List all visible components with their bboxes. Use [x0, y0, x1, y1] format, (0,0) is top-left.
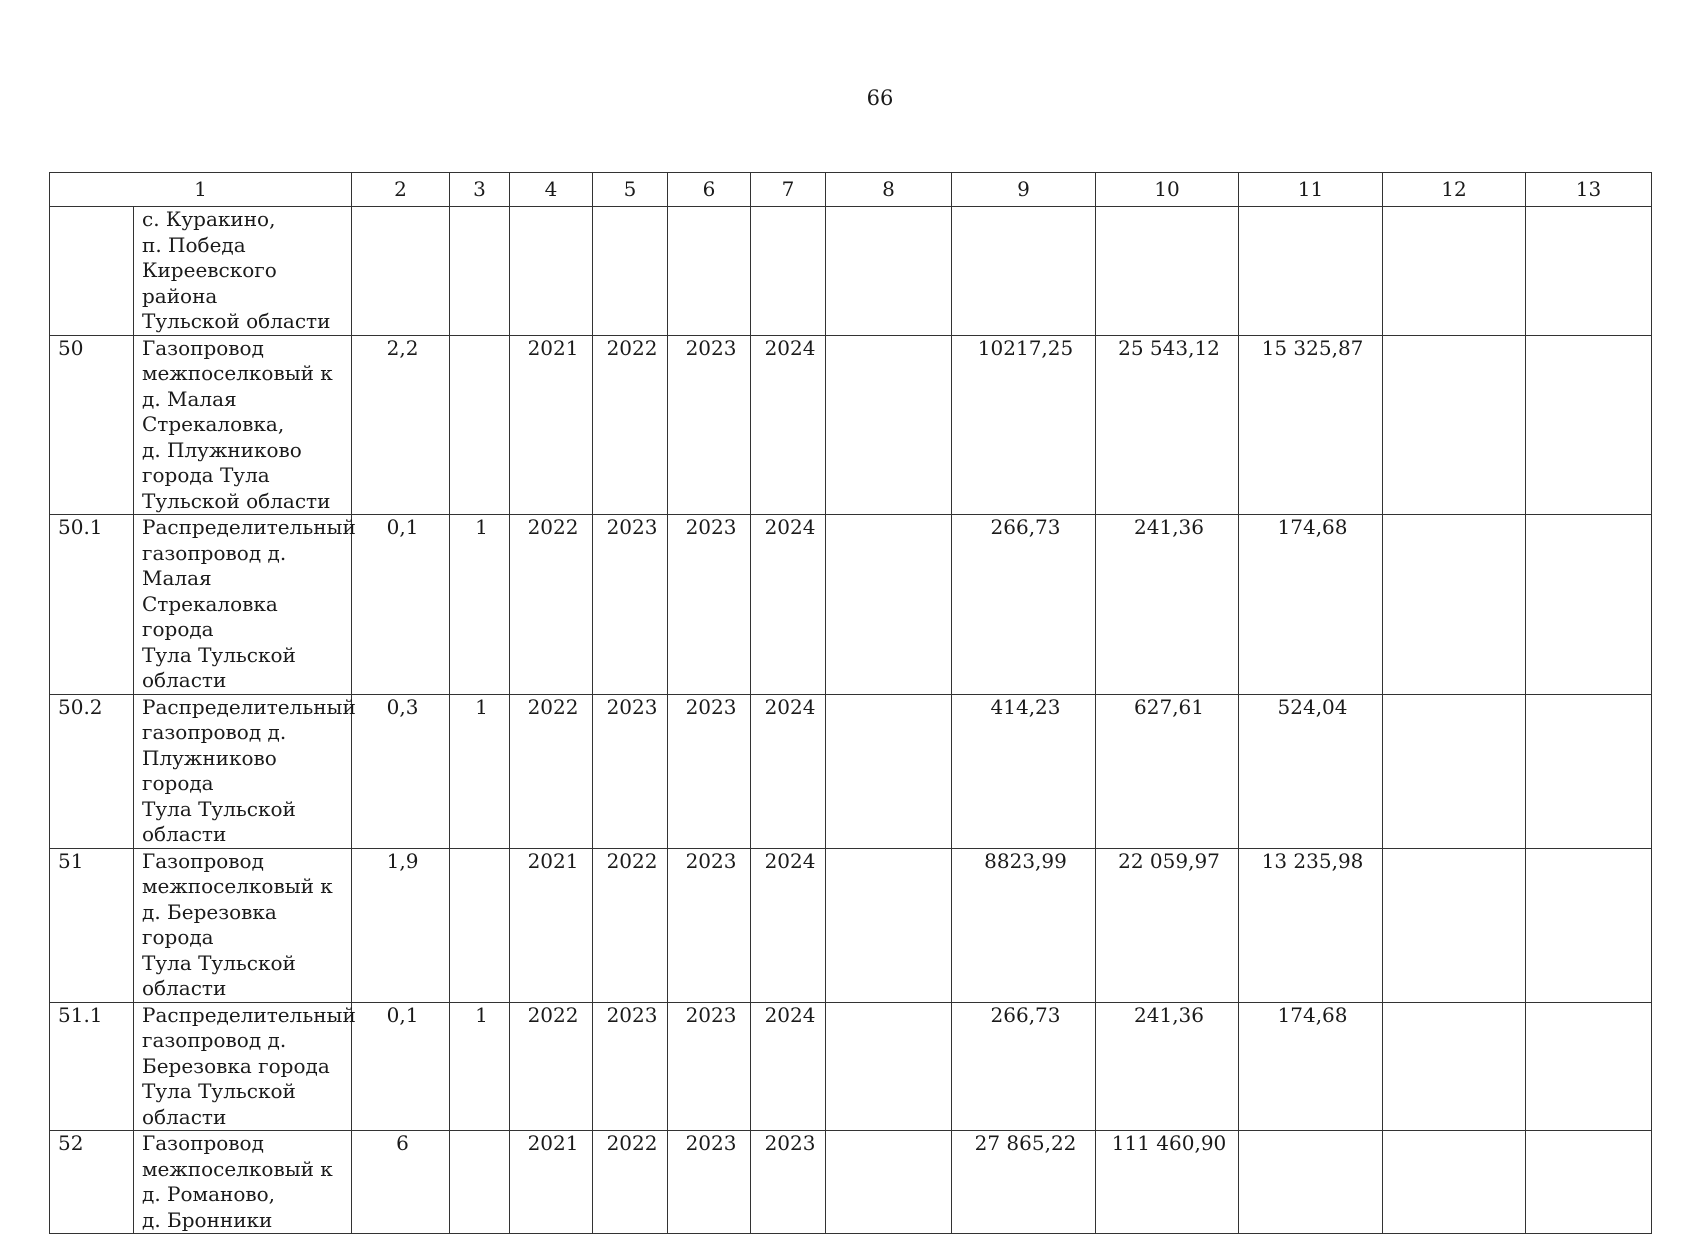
object-name-cell: с. Куракино, п. Победа Киреевского района Тульской области: [134, 207, 352, 336]
amount-cell-9: 10217,25: [952, 335, 1096, 515]
column-header-1: 1: [50, 173, 352, 207]
column-header-8: 8: [826, 173, 952, 207]
object-name-cell: Распределительный газопровод д. Березовка города Тула Тульской области: [134, 1002, 352, 1131]
value-cell-5: 2023: [593, 1002, 668, 1131]
value-cell-2: 0,1: [352, 1002, 450, 1131]
value-cell-4: 2021: [510, 1131, 593, 1234]
value-cell-8: [826, 207, 952, 336]
value-cell-2: 2,2: [352, 335, 450, 515]
object-name-cell: Газопровод межпоселковый к д. Малая Стрекаловка, д. Плужниково города Тула Тульской области: [134, 335, 352, 515]
header-row: [50, 173, 1652, 207]
row-number-cell: 51: [50, 848, 134, 1002]
column-header-3: 3: [450, 173, 510, 207]
table-row: [50, 515, 1652, 695]
amount-cell-11: 13 235,98: [1239, 848, 1383, 1002]
table-body: [50, 207, 1652, 1234]
value-cell-3: 1: [450, 1002, 510, 1131]
amount-cell-11: 174,68: [1239, 515, 1383, 695]
value-cell-6: 2023: [668, 694, 751, 848]
column-header-11: 11: [1239, 173, 1383, 207]
amount-cell-9: [952, 207, 1096, 336]
row-number-cell: 50.2: [50, 694, 134, 848]
column-header-9: 9: [952, 173, 1096, 207]
value-cell-2: 0,3: [352, 694, 450, 848]
value-cell-6: 2023: [668, 335, 751, 515]
value-cell-6: 2023: [668, 1131, 751, 1234]
amount-cell-10: 25 543,12: [1096, 335, 1239, 515]
value-cell-5: 2022: [593, 848, 668, 1002]
value-cell-3: [450, 848, 510, 1002]
column-header-7: 7: [751, 173, 826, 207]
column-header-10: 10: [1096, 173, 1239, 207]
value-cell-8: [826, 515, 952, 695]
column-header-4: 4: [510, 173, 593, 207]
value-cell-4: 2021: [510, 335, 593, 515]
value-cell-7: 2024: [751, 694, 826, 848]
amount-cell-9: 266,73: [952, 1002, 1096, 1131]
value-cell-8: [826, 1002, 952, 1131]
value-cell-7: 2024: [751, 335, 826, 515]
value-cell-7: [751, 207, 826, 336]
table-row: [50, 694, 1652, 848]
value-cell-5: [593, 207, 668, 336]
column-header-6: 6: [668, 173, 751, 207]
amount-cell-11: 174,68: [1239, 1002, 1383, 1131]
value-cell-7: 2023: [751, 1131, 826, 1234]
row-number-cell: 51.1: [50, 1002, 134, 1131]
value-cell-3: [450, 335, 510, 515]
amount-cell-9: 8823,99: [952, 848, 1096, 1002]
value-cell-4: 2021: [510, 848, 593, 1002]
value-cell-4: 2022: [510, 1002, 593, 1131]
value-cell-12: [1383, 207, 1526, 336]
object-name-cell: Газопровод межпоселковый к д. Березовка города Тула Тульской области: [134, 848, 352, 1002]
amount-cell-11: 15 325,87: [1239, 335, 1383, 515]
table-row: [50, 1131, 1652, 1234]
value-cell-12: [1383, 1002, 1526, 1131]
amount-cell-11: 524,04: [1239, 694, 1383, 848]
value-cell-7: 2024: [751, 1002, 826, 1131]
column-header-5: 5: [593, 173, 668, 207]
data-table: [49, 172, 1652, 1234]
object-name-cell: Распределительный газопровод д. Малая Стрекаловка города Тула Тульской области: [134, 515, 352, 695]
value-cell-2: 0,1: [352, 515, 450, 695]
amount-cell-9: 266,73: [952, 515, 1096, 695]
amount-cell-9: 27 865,22: [952, 1131, 1096, 1234]
amount-cell-10: 111 460,90: [1096, 1131, 1239, 1234]
value-cell-12: [1383, 515, 1526, 695]
value-cell-7: 2024: [751, 848, 826, 1002]
value-cell-13: [1526, 335, 1652, 515]
value-cell-13: [1526, 1002, 1652, 1131]
amount-cell-10: [1096, 207, 1239, 336]
value-cell-5: 2023: [593, 694, 668, 848]
value-cell-5: 2023: [593, 515, 668, 695]
value-cell-5: 2022: [593, 335, 668, 515]
amount-cell-10: 241,36: [1096, 1002, 1239, 1131]
value-cell-4: [510, 207, 593, 336]
value-cell-6: 2023: [668, 848, 751, 1002]
table-row: [50, 207, 1652, 336]
value-cell-2: 1,9: [352, 848, 450, 1002]
amount-cell-9: 414,23: [952, 694, 1096, 848]
value-cell-3: 1: [450, 515, 510, 695]
value-cell-13: [1526, 1131, 1652, 1234]
column-header-2: 2: [352, 173, 450, 207]
column-header-13: 13: [1526, 173, 1652, 207]
value-cell-12: [1383, 694, 1526, 848]
value-cell-4: 2022: [510, 515, 593, 695]
value-cell-8: [826, 335, 952, 515]
value-cell-13: [1526, 207, 1652, 336]
value-cell-7: 2024: [751, 515, 826, 695]
value-cell-13: [1526, 515, 1652, 695]
row-number-cell: 50: [50, 335, 134, 515]
value-cell-2: 6: [352, 1131, 450, 1234]
table-row: [50, 848, 1652, 1002]
value-cell-2: [352, 207, 450, 336]
value-cell-3: [450, 1131, 510, 1234]
value-cell-6: 2023: [668, 1002, 751, 1131]
value-cell-12: [1383, 848, 1526, 1002]
amount-cell-10: 22 059,97: [1096, 848, 1239, 1002]
value-cell-8: [826, 694, 952, 848]
value-cell-6: [668, 207, 751, 336]
object-name-cell: Газопровод межпоселковый к д. Романово, д. Бронники: [134, 1131, 352, 1234]
value-cell-12: [1383, 1131, 1526, 1234]
value-cell-5: 2022: [593, 1131, 668, 1234]
table-row: [50, 335, 1652, 515]
amount-cell-11: [1239, 1131, 1383, 1234]
value-cell-8: [826, 848, 952, 1002]
column-header-12: 12: [1383, 173, 1526, 207]
value-cell-3: [450, 207, 510, 336]
table-row: [50, 1002, 1652, 1131]
value-cell-6: 2023: [668, 515, 751, 695]
value-cell-8: [826, 1131, 952, 1234]
row-number-cell: 52: [50, 1131, 134, 1234]
value-cell-13: [1526, 848, 1652, 1002]
value-cell-3: 1: [450, 694, 510, 848]
object-name-cell: Распределительный газопровод д. Плужниково города Тула Тульской области: [134, 694, 352, 848]
amount-cell-10: 241,36: [1096, 515, 1239, 695]
amount-cell-11: [1239, 207, 1383, 336]
row-number-cell: [50, 207, 134, 336]
page-number: 66: [866, 86, 894, 110]
value-cell-12: [1383, 335, 1526, 515]
value-cell-4: 2022: [510, 694, 593, 848]
row-number-cell: 50.1: [50, 515, 134, 695]
amount-cell-10: 627,61: [1096, 694, 1239, 848]
value-cell-13: [1526, 694, 1652, 848]
